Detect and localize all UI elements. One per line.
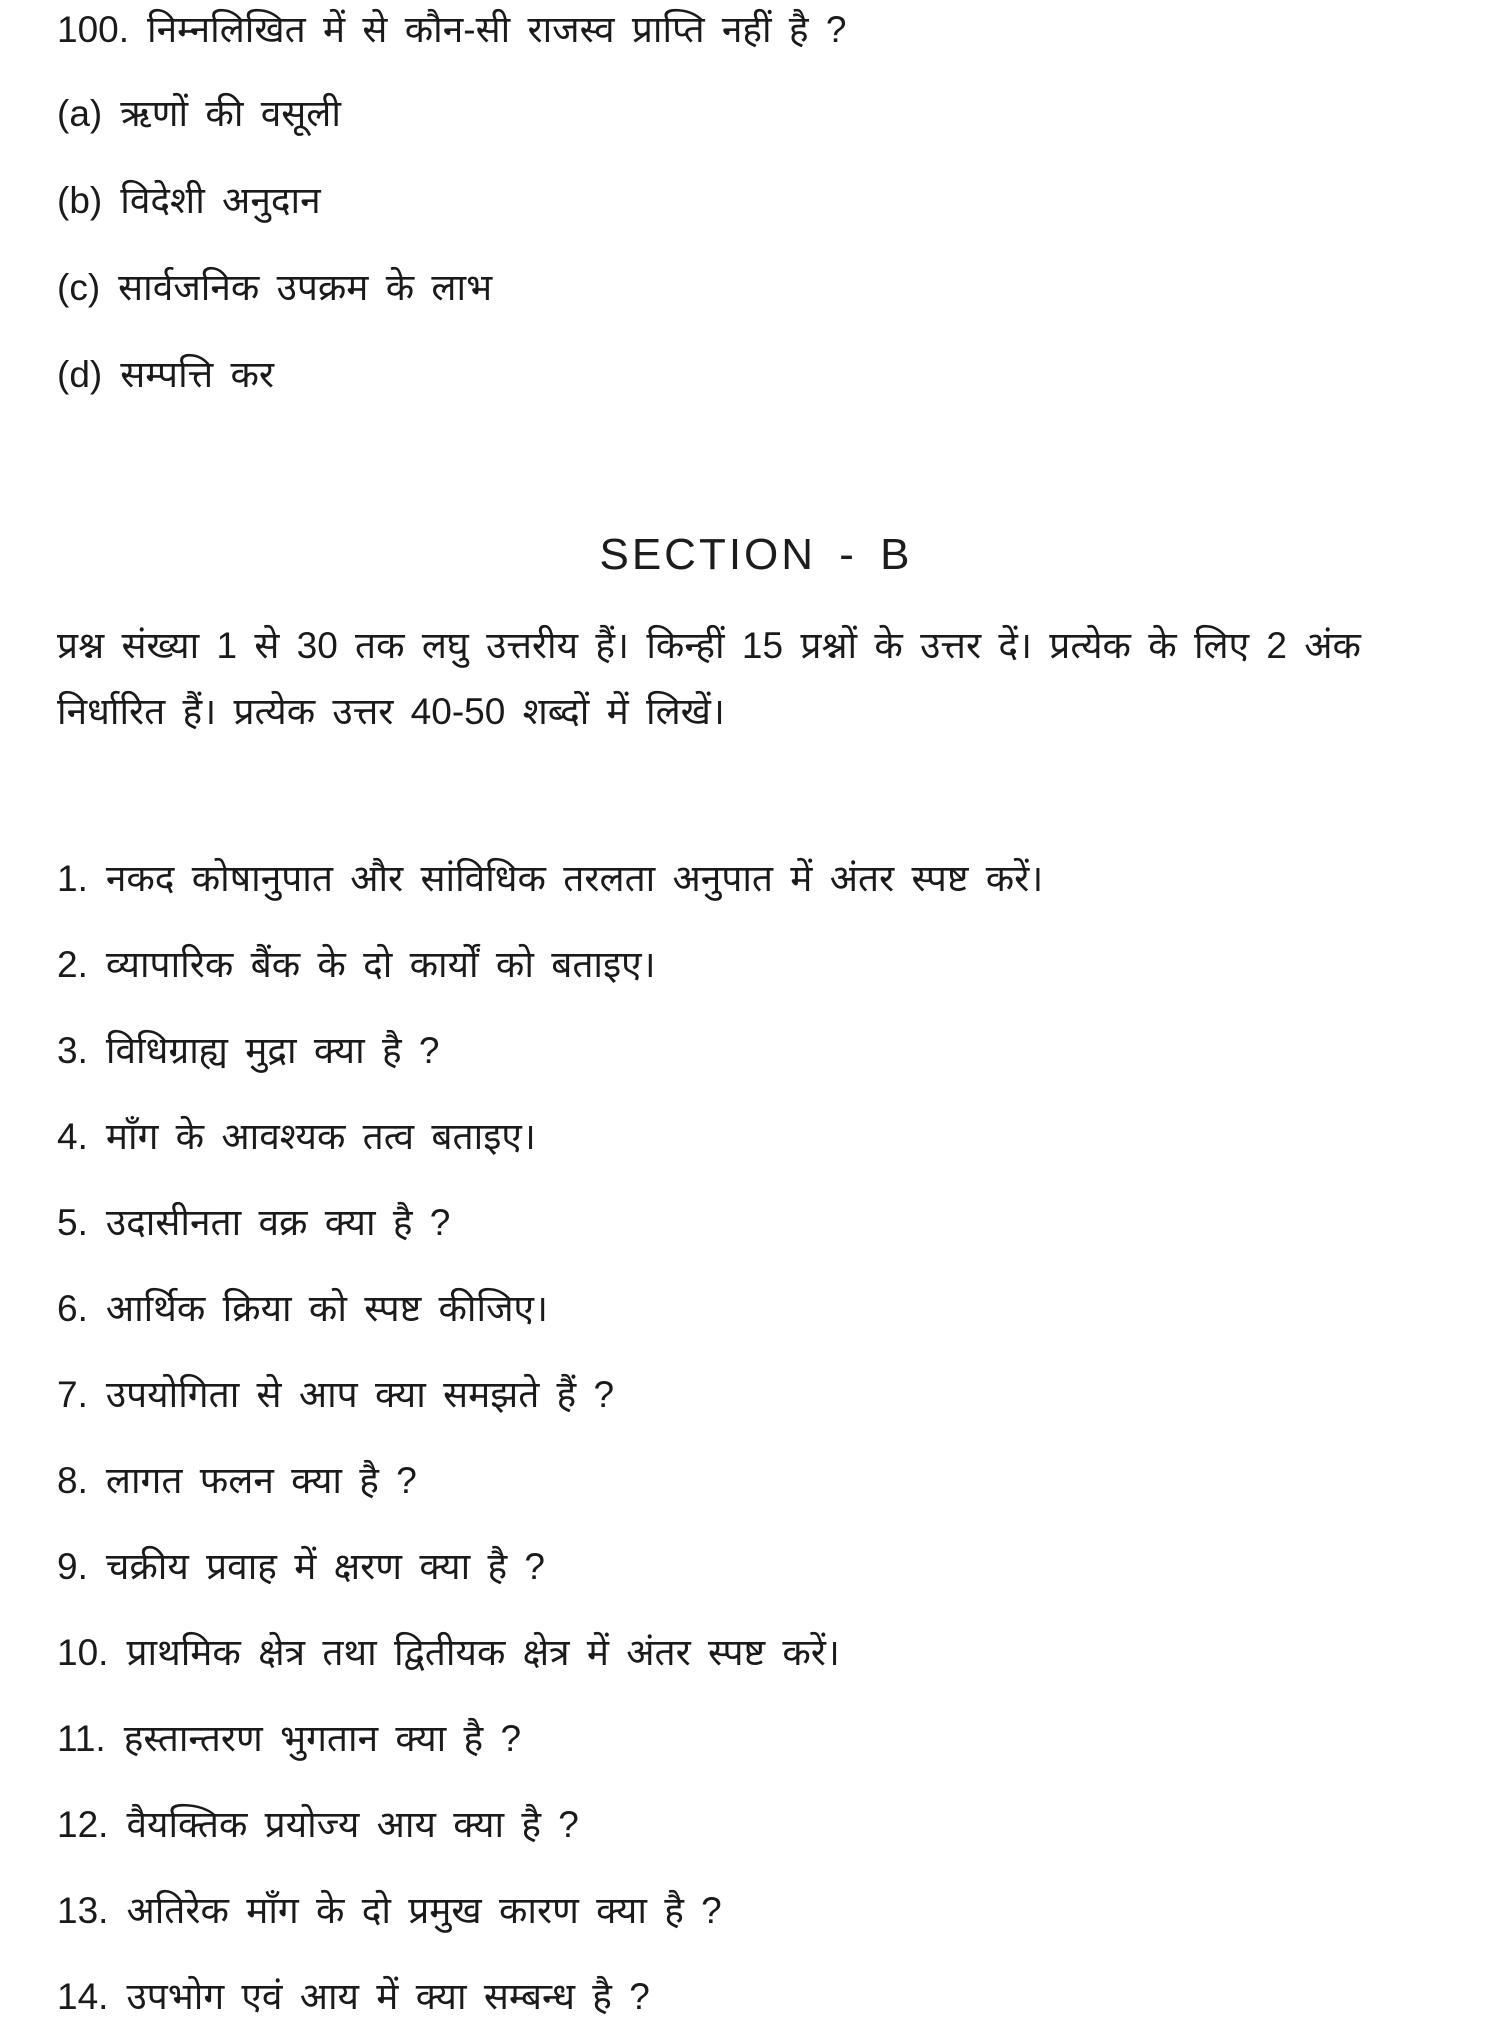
- question-6-text: आर्थिक क्रिया को स्पष्ट कीजिए।: [105, 1288, 549, 1329]
- question-5-text: उदासीनता वक्र क्या है ?: [105, 1202, 451, 1243]
- question-10: [57, 1629, 1455, 1677]
- question-12-text: वैयक्तिक प्रयोज्य आय क्या है ?: [126, 1804, 579, 1845]
- question-9: [57, 1543, 1455, 1591]
- question-1: [57, 855, 1455, 903]
- question-2: [57, 941, 1455, 989]
- question-4-text: माँग के आवश्यक तत्व बताइए।: [105, 1116, 536, 1157]
- question-3: [57, 1027, 1455, 1075]
- question-14: [57, 1973, 1455, 2021]
- question-4-number: 4.: [57, 1116, 88, 1157]
- option-a-label: (a): [57, 93, 103, 134]
- question-8: [57, 1457, 1455, 1505]
- question-6: [57, 1285, 1455, 1333]
- question-5-number: 5.: [57, 1202, 88, 1243]
- question-8-text: लागत फलन क्या है ?: [105, 1460, 417, 1501]
- option-c: [57, 264, 1455, 312]
- option-d: [57, 351, 1455, 399]
- question-11-number: 11.: [57, 1718, 106, 1759]
- option-c-label: (c): [57, 267, 101, 308]
- question-5: [57, 1199, 1455, 1247]
- option-d-label: (d): [57, 354, 103, 395]
- question-3-text: विधिग्राह्य मुद्रा क्या है ?: [105, 1030, 440, 1071]
- question-8-number: 8.: [57, 1460, 88, 1501]
- question-100-number: 100.: [57, 9, 130, 50]
- option-a: [57, 90, 1455, 138]
- option-b: [57, 177, 1455, 225]
- option-d-text: सम्पत्ति कर: [120, 354, 275, 395]
- option-c-text: सार्वजनिक उपक्रम के लाभ: [118, 267, 493, 308]
- question-7: [57, 1371, 1455, 1419]
- question-7-number: 7.: [57, 1374, 88, 1415]
- question-14-text: उपभोग एवं आय में क्या सम्बन्ध है ?: [126, 1976, 650, 2017]
- question-14-number: 14.: [57, 1976, 109, 2017]
- question-12-number: 12.: [57, 1804, 109, 1845]
- question-1-text: नकद कोषानुपात और सांविधिक तरलता अनुपात में अंतर स्पष्ट करें।: [105, 858, 1044, 899]
- question-100-text: निम्नलिखित में से कौन-सी राजस्व प्राप्ति नहीं है ?: [147, 9, 847, 50]
- question-100-stem: [57, 6, 1455, 54]
- option-a-text: ऋणों की वसूली: [120, 93, 341, 134]
- question-4: [57, 1113, 1455, 1161]
- question-9-text: चक्रीय प्रवाह में क्षरण क्या है ?: [105, 1546, 545, 1587]
- question-11-text: हस्तान्तरण भुगतान क्या है ?: [123, 1718, 522, 1759]
- option-b-label: (b): [57, 180, 103, 221]
- question-7-text: उपयोगिता से आप क्या समझते हैं ?: [105, 1374, 615, 1415]
- section-b-instructions: प्रश्न संख्या 1 से 30 तक लघु उत्तरीय हैं। किन्हीं 15 प्रश्नों के उत्तर दें। प्रत्येक के लिए 2 अंक निर्धारित हैं। प्रत्येक उत्तर 40-50 शब्दों में लिखें।: [57, 625, 1361, 732]
- question-1-number: 1.: [57, 858, 88, 899]
- question-3-number: 3.: [57, 1030, 88, 1071]
- question-13-number: 13.: [57, 1890, 109, 1931]
- option-b-text: विदेशी अनुदान: [120, 180, 321, 221]
- section-b-header: SECTION - B: [599, 530, 913, 579]
- question-6-number: 6.: [57, 1288, 88, 1329]
- question-2-number: 2.: [57, 944, 88, 985]
- question-13-text: अतिरेक माँग के दो प्रमुख कारण क्या है ?: [126, 1890, 722, 1931]
- question-13: [57, 1887, 1455, 1935]
- question-12: [57, 1801, 1455, 1849]
- question-2-text: व्यापारिक बैंक के दो कार्यों को बताइए।: [105, 944, 656, 985]
- question-10-number: 10.: [57, 1632, 109, 1673]
- question-9-number: 9.: [57, 1546, 88, 1587]
- question-10-text: प्राथमिक क्षेत्र तथा द्वितीयक क्षेत्र में अंतर स्पष्ट करें।: [126, 1632, 840, 1673]
- question-11: [57, 1715, 1455, 1763]
